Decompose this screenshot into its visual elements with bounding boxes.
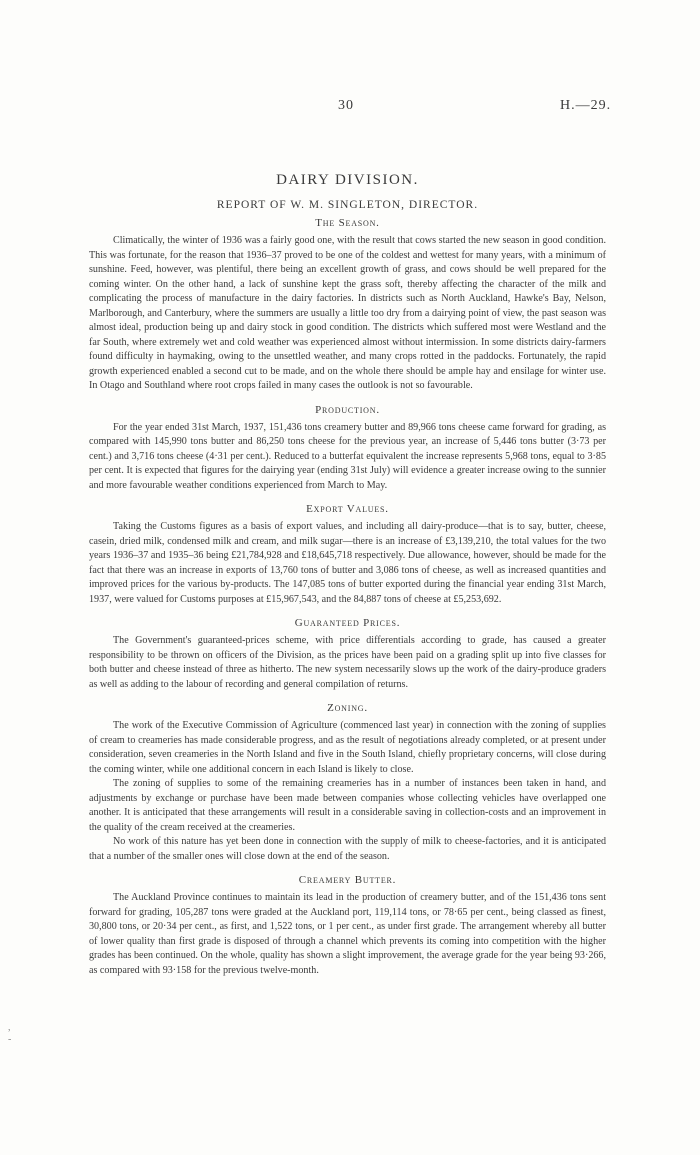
document-reference: H.—29. xyxy=(560,98,612,113)
paragraph: No work of this nature has yet been done in connection with the supply of milk to cheese-factories, and it is anticipated that a number of the smaller ones will close down at the end of the season. xyxy=(89,836,606,862)
section-heading: Guaranteed Prices. xyxy=(294,617,401,629)
paragraph: The Government's guaranteed-prices scheme, with price differentials according to grade, has caused a greater responsibility to be thrown on officers of the Division, as the prices have been paid on a grading split up into five classes for both butter and cheese instead of three as hitherto. The new system necessarily slows up the work of the dairy-produce graders as well as adding to the labour of recording and general compilation of returns. xyxy=(89,635,606,690)
section-creamery-butter xyxy=(89,874,606,978)
section-heading: Creamery Butter. xyxy=(298,874,397,886)
paragraph: For the year ended 31st March, 1937, 151,436 tons creamery butter and 89,966 tons cheese came forward for grading, as compared with 145,990 tons butter and 86,250 tons cheese for the previous year, an increase of 5,446 tons butter (3·73 per cent.) and 3,716 tons cheese (4·31 per cent.). Reduced to a butterfat equivalent the increase represents 5,968 tons, equal to 3·85 per cent. It is expected that figures for the dairying year (ending 31st July) will evidence a greater increase owing to the sunnier and more favourable weather conditions experienced from March to May. xyxy=(89,421,606,491)
paragraph: Taking the Customs figures as a basis of export values, and including all dairy-produce—that is to say, butter, cheese, casein, dried milk, condensed milk and cream, and milk sugar—there is an increase of £3,139,210, the total values for the two years 1936–37 and 1935–36 being £21,784,928 and £18,645,718 respectively. Due allowance, however, should be made for the fact that there was an increase in exports of 13,760 tons of butter and 3,086 tons of cheese, as well as increased quantities and improved prices for the various by-products. The 147,085 tons of butter exported during the financial year ending 31st March, 1937, were valued for Customs purposes at £15,967,543, and the 84,887 tons of cheese at £5,253,692. xyxy=(89,521,606,605)
paragraph: The Auckland Province continues to maintain its lead in the production of creamery butter, and of the 151,436 tons sent forward for grading, 105,287 tons were graded at the Auckland port, 119,114 tons, or 78·65 per cent., being classed as finest, 30,800 tons, or 20·34 per cent., as first, and 1,522 tons, or 1 per cent., as under first grade. The arrangement whereby all butter of lower quality than first grade is disposed of through a channel which prevents its coming into competition with the higher grades has been continued. On the whole, quality has shown a slight improvement, the average grade for the year being 93·266, as compared with 93·158 for the previous twelve-month. xyxy=(89,892,606,976)
section-guaranteed-prices xyxy=(89,617,606,692)
section-heading: Export Values. xyxy=(306,503,389,515)
margin-mark: - xyxy=(8,1034,12,1045)
section-heading: The Season. xyxy=(315,217,380,229)
section-heading: Zoning. xyxy=(327,702,368,714)
page-number: 30 xyxy=(338,98,354,113)
section-zoning xyxy=(89,702,606,864)
margin-mark: , xyxy=(8,1022,11,1033)
paragraph: The work of the Executive Commission of Agriculture (commenced last year) in connection with the zoning of supplies of cream to creameries has made considerable progress, and as the result of negotiations already completed, or at present under consideration, seven creameries in the North Island and five in the South Island, chiefly proprietary concerns, will close during the coming winter, while one additional concern in each Island is likely to close. xyxy=(89,720,606,775)
section-season xyxy=(89,217,606,394)
report-title: REPORT OF W. M. SINGLETON, DIRECTOR. xyxy=(216,199,479,211)
paragraph: The zoning of supplies to some of the remaining creameries has in a number of instances been taken in hand, and adjustments by exchange or purchase have been made between companies whose collecting vehicles have overlapped one another. It is anticipated that these arrangements will result in a considerable saving in collection-costs and an improvement in the quality of the cream received at the creameries. xyxy=(89,778,606,833)
section-production xyxy=(89,404,606,494)
report-body xyxy=(89,172,606,978)
paragraph: Climatically, the winter of 1936 was a fairly good one, with the result that cows started the new season in good condition. This was fortunate, for the reason that 1936–37 proved to be one of the coldest and wettest for many years, with a minimum of sunshine. Feed, however, was plentiful, there being an excellent growth of grass, and cows should be well prepared for the coming winter. On the other hand, a lack of sunshine kept the grass soft, thereby affecting the character of the milk and complicating the process of manufacture in the dairy factories. In districts such as North Auckland, Hawke's Bay, Nelson, Marlborough, and Canterbury, where the summers are usually a little too dry from a dairying point of view, the past season was almost ideal, production being up and dairy stock in good condition. The districts which suffered most were Westland and the far South, where extremely wet and cold weather was experienced almost without intermission. In some districts dairy-farmers found difficulty in haymaking, owing to the unsettled weather, and many crops rotted in the paddocks. Fortunately, the rapid growth experienced enabled a second cut to be made, and on the whole there should be ample hay and ensilage for winter use. In Otago and Southland where root crops failed in many cases the outlook is not so favourable. xyxy=(89,235,606,391)
section-export-values xyxy=(89,503,606,607)
section-heading: Production. xyxy=(315,403,380,416)
division-title: DAIRY DIVISION. xyxy=(276,172,419,188)
